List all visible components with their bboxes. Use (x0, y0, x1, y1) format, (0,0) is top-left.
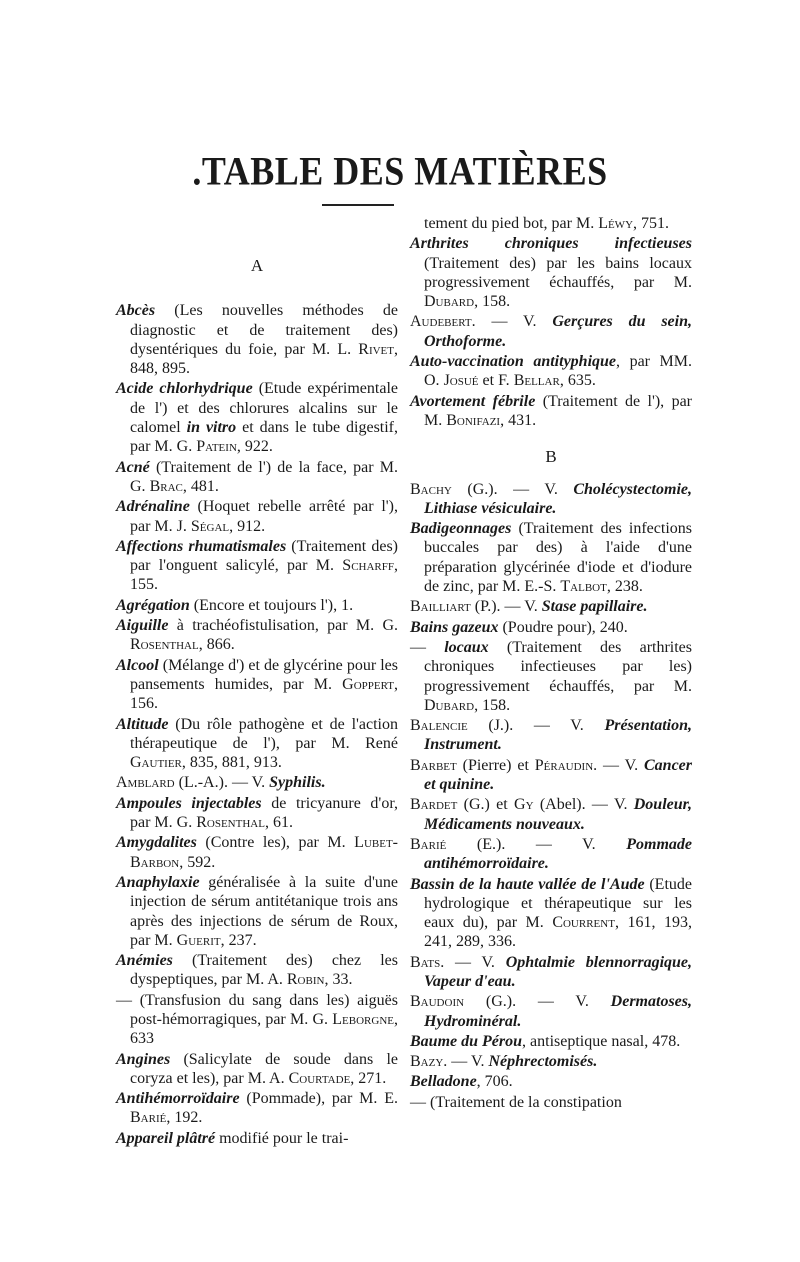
index-entry: — (Transfusion du sang dans les) aiguës post-hémorragiques, par M. G. Leborgne, 633 (116, 991, 398, 1048)
index-entry: Balencie (J.). — V. Présentation, Instrument. (410, 717, 692, 754)
index-entry: — (Traitement de la constipation (410, 1093, 622, 1111)
index-entry: Avortement fébrile (Traitement de l'), par M. Bonifazi, 431. (410, 392, 692, 429)
index-entry: Agrégation (Encore et toujours l'), 1. (116, 596, 354, 614)
index-entry: Antihémorroïdaire (Pommade), par M. E. Barié, 192. (116, 1090, 398, 1127)
index-entry: Appareil plâtré modifié pour le trai- (116, 1129, 349, 1147)
index-entry: Bats. — V. Ophtalmie blennorragique, Vapeur d'eau. (410, 953, 693, 990)
left-column (116, 214, 398, 1149)
index-entry: Acide chlorhydrique (Etude expérimentale de l') et des chlorures alcalins sur le calomel in vitro et dans le tube digestif, par M. G. Patein, 922. (116, 380, 399, 456)
index-entry: Belladone, 706. (410, 1073, 513, 1091)
index-entry: Barbet (Pierre) et Péraudin. — V. Cancer et quinine. (410, 756, 692, 794)
index-entry: Arthrites chroniques infectieuses (Traitement des) par les bains locaux progressivement échauffés, par M. Dubard, 158. (410, 235, 692, 311)
index-entry: Anaphylaxie généralisée à la suite d'une injection de sérum antitétanique trois ans après des injections de sérum de Roux, par M. Guerit, 237. (116, 873, 398, 949)
index-entry: Bailliart (P.). — V. Stase papillaire. (410, 598, 648, 616)
index-entry: Barié (E.). — V. Pommade antihémorroïdaire. (410, 835, 692, 873)
index-entry: Anémies (Traitement des) chez les dyspeptiques, par M. A. Robin, 33. (116, 952, 398, 989)
section-letter-a: A (250, 256, 264, 275)
right-column (410, 214, 692, 1113)
index-entry: Affections rhumatismales (Traitement des) par l'onguent salicylé, par M. Scharff, 155. (116, 537, 398, 594)
right-entries-a (410, 234, 692, 430)
index-entry: Auto-vaccination antityphique, par MM. O. Josué et F. Bellar, 635. (410, 353, 692, 390)
index-entry: Abcès (Les nouvelles méthodes de diagnostic et de traitement des) dysentériques du foie, par M. L. Rivet, 848, 895. (116, 302, 398, 378)
index-entry-continuation: tement du pied bot, par M. Léwy, 751. (424, 215, 670, 232)
index-entry: — locaux (Traitement des arthrites chroniques infectieuses par les) progressivement échauffés, par M. Dubard, 158. (410, 638, 693, 714)
index-entry: Audebert. — V. Gerçures du sein, Orthoforme. (410, 313, 692, 350)
index-entry: Alcool (Mélange d') et de glycérine pour les pansements humides, par M. Goppert, 156. (116, 656, 398, 713)
index-entry: Baudoin (G.). — V. Dermatoses, Hydrominéral. (410, 993, 692, 1030)
section-letter-b: B (545, 447, 557, 467)
index-entry: Altitude (Du rôle pathogène et de l'action thérapeutique de l'), par M. René Gautier, 835, 881, 913. (116, 715, 398, 772)
index-entry: Bazy. — V. Néphrectomisés. (410, 1053, 598, 1071)
page-title: .TABLE DES MATIÈRES (192, 148, 608, 194)
index-entry: Angines (Salicylate de soude dans le coryza et les), par M. A. Courtade, 271. (116, 1050, 398, 1087)
left-entries (116, 301, 398, 1148)
index-entry: Bassin de la haute vallée de l'Aude (Etude hydrologique et thérapeutique sur les eaux du), par M. Courrent, 161, 193, 241, 289, 336. (410, 875, 693, 951)
index-entry: Bachy (G.). — V. Cholécystectomie, Lithiase vésiculaire. (410, 480, 692, 517)
index-entry: Aiguille à trachéofistulisation, par M. G. Rosenthal, 866. (116, 617, 398, 654)
index-entry: Bains gazeux (Poudre pour), 240. (410, 618, 628, 636)
index-entry: Ampoules injectables de tricyanure d'or, par M. G. Rosenthal, 61. (116, 794, 398, 832)
index-entry: Amblard (L.-A.). — V. Syphilis. (116, 774, 326, 792)
title-rule (322, 204, 394, 206)
index-entry: Adrénaline (Hoquet rebelle arrêté par l'), par M. J. Ségal, 912. (116, 498, 398, 535)
index-entry: Baume du Pérou, antiseptique nasal, 478. (410, 1032, 681, 1050)
index-entry: Amygdalites (Contre les), par M. Lubet-Barbon, 592. (116, 834, 398, 871)
right-entries-b (410, 480, 692, 1113)
index-entry: Bardet (G.) et Gy (Abel). — V. Douleur, Médicaments nouveaux. (410, 796, 692, 833)
index-entry: Acné (Traitement de l') de la face, par M. G. Brac, 481. (116, 458, 398, 495)
index-entry: Badigeonnages (Traitement des infections buccales par des) à l'aide d'une préparation glycérinée d'iode et d'iodure de zinc, par M. E.-S. Talbot, 238. (410, 520, 692, 596)
